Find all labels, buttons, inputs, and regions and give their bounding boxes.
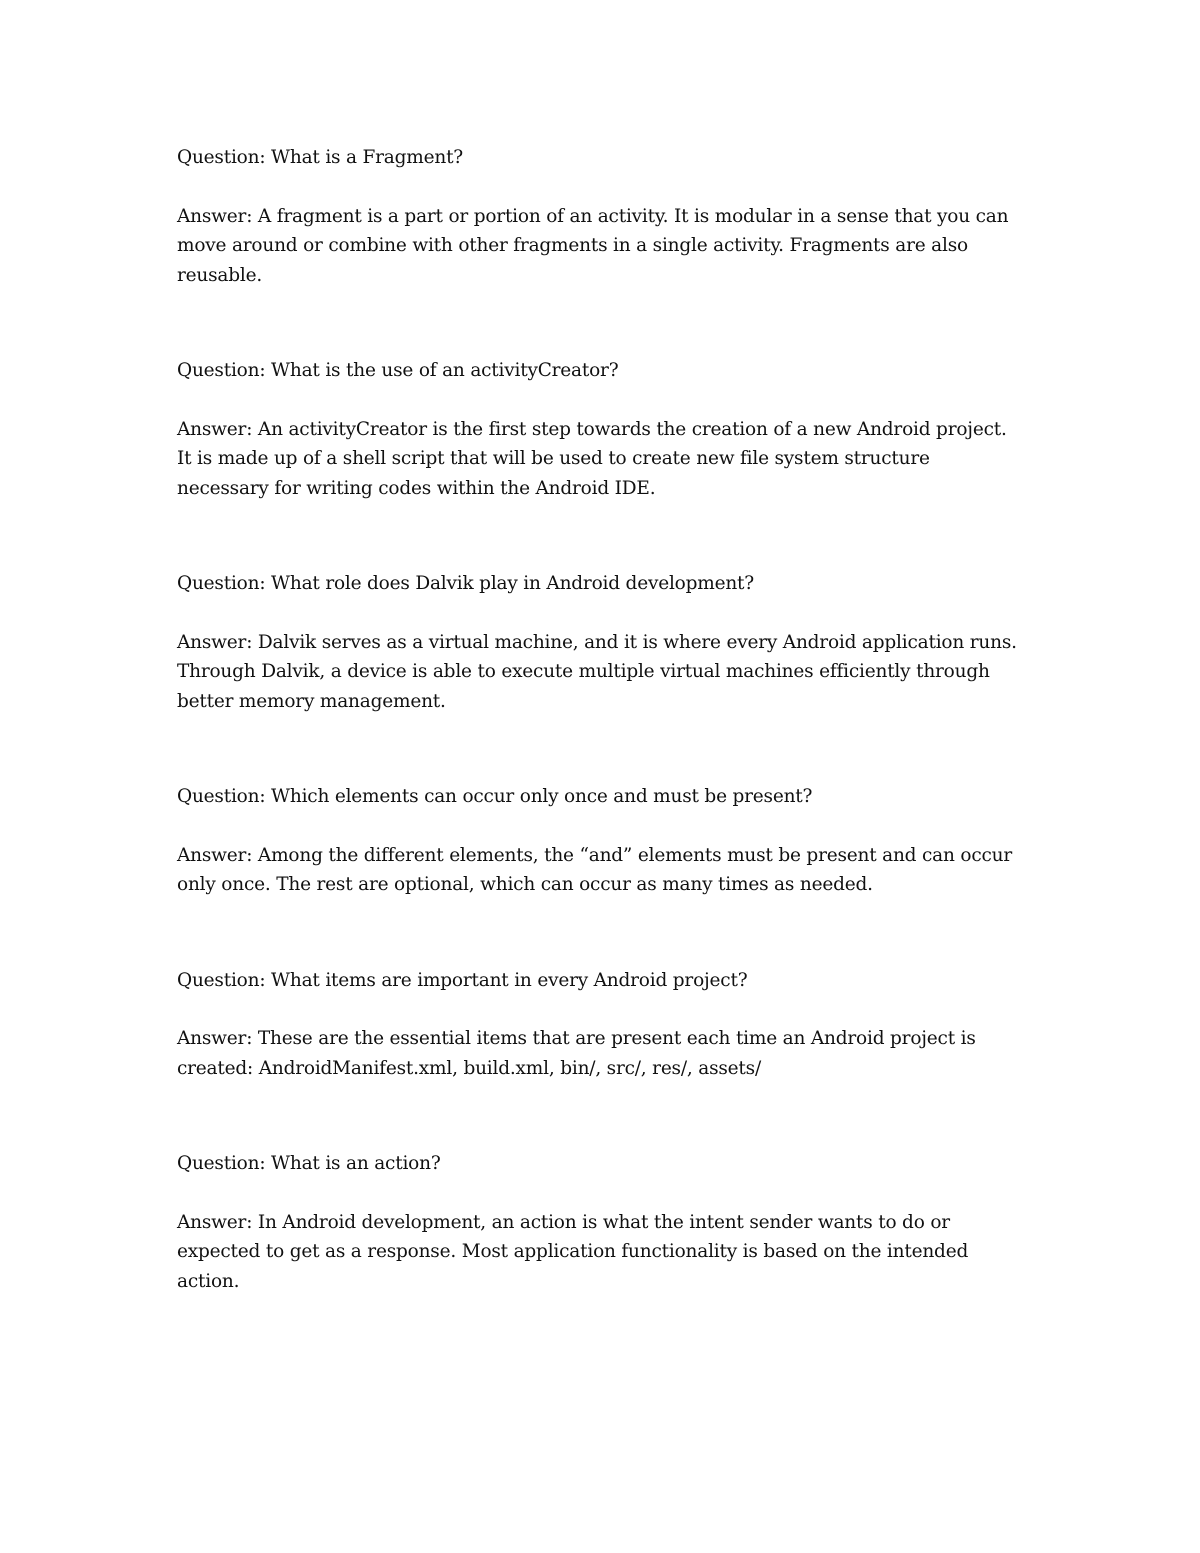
qa-block-action <box>177 1149 1017 1296</box>
qa-block-dalvik <box>177 569 1017 716</box>
question-text: Question: What is the use of an activityCreator? <box>177 360 619 381</box>
document-body <box>177 143 1017 1296</box>
question-text: Question: What role does Dalvik play in Android development? <box>177 573 755 594</box>
qa-block-activitycreator <box>177 356 1017 503</box>
question-text: Question: What is a Fragment? <box>177 147 464 168</box>
question-text: Question: Which elements can occur only once and must be present? <box>177 786 813 807</box>
answer-text: Answer: Dalvik serves as a virtual machine, and it is where every Android application runs. Through Dalvik, a device is able to execute multiple virtual machines efficiently through better memory management. <box>177 631 1017 712</box>
answer-text: Answer: An activityCreator is the first step towards the creation of a new Android project. It is made up of a shell script that will be used to create new file system structure necessary for writing codes within the Android IDE. <box>177 418 1007 499</box>
question-text: Question: What items are important in every Android project? <box>177 969 748 991</box>
question-text: Question: What is an action? <box>177 1153 441 1174</box>
qa-block-project-items <box>177 966 1017 1084</box>
qa-block-fragment <box>177 143 1017 290</box>
answer-text: Answer: A fragment is a part or portion of an activity. It is modular in a sense that you can move around or combine with other fragments in a single activity. Fragments are also reusable. <box>177 205 1009 286</box>
qa-block-elements <box>177 782 1017 900</box>
answer-text: Answer: These are the essential items that are present each time an Android project is created: AndroidManifest.xml, build.xml, bin/, src/, res/, assets/ <box>177 1028 976 1079</box>
answer-text: Answer: Among the different elements, the “and” elements must be present and can occur only once. The rest are optional, which can occur as many times as needed. <box>177 844 1013 895</box>
answer-text: Answer: In Android development, an action is what the intent sender wants to do or expected to get as a response. Most application functionality is based on the intended action. <box>177 1211 969 1292</box>
